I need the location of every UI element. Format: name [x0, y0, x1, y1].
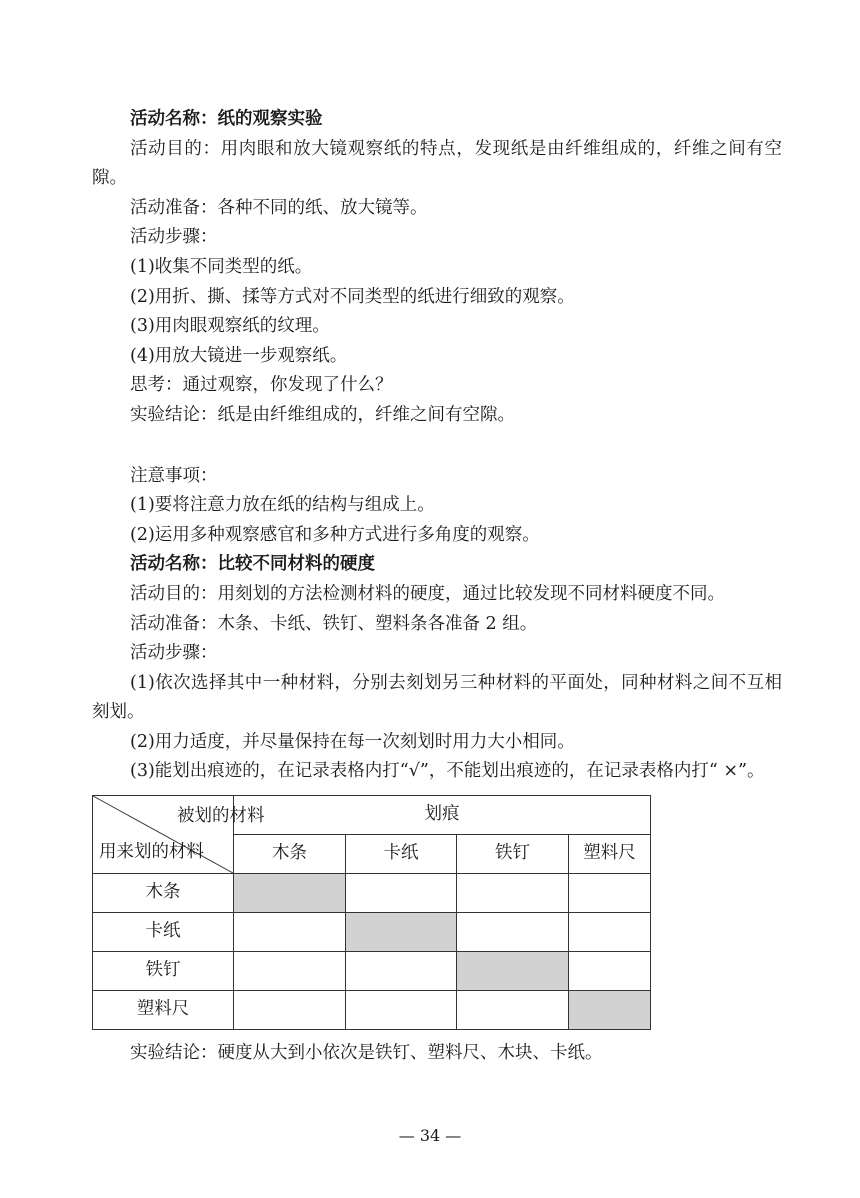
diagonal-header-top: 被划的材料 [177, 806, 265, 827]
table-cell-shaded [569, 991, 651, 1030]
activity1-step: (4)用放大镜进一步观察纸。 [130, 345, 348, 366]
table-row [93, 913, 651, 952]
activity2-purpose: 活动目的：用刻划的方法检测材料的硬度，通过比较发现不同材料硬度不同。 [130, 583, 725, 604]
activity1-name: 活动名称：纸的观察实验 [130, 109, 323, 129]
activity2-steps-title: 活动步骤： [130, 643, 218, 664]
activity1-think: 思考：通过观察，你发现了什么？ [130, 375, 393, 396]
table-cell [457, 913, 569, 952]
activity2-step: (1)依次选择其中一种材料，分别去刻划另三种材料的平面处，同种材料之间不互相刻划。 [92, 672, 782, 723]
column-header: 木条 [234, 835, 346, 874]
activity1-steps-title: 活动步骤： [130, 227, 218, 248]
column-header: 铁钉 [457, 835, 569, 874]
activity2-step: (3)能划出痕迹的，在记录表格内打“√”，不能划出痕迹的，在记录表格内打“ ×”。 [130, 761, 765, 782]
table-cell [346, 991, 457, 1030]
table-cell [346, 874, 457, 913]
activity1-conclusion: 实验结论：纸是由纤维组成的，纤维之间有空隙。 [130, 404, 515, 425]
page-number: — 34 — [398, 1126, 462, 1145]
table-row [93, 952, 651, 991]
notes-title: 注意事项： [130, 465, 218, 486]
activity2-step: (2)用力适度，并尽量保持在每一次刻划时用力大小相同。 [130, 731, 575, 752]
activity2-name: 活动名称：比较不同材料的硬度 [130, 554, 375, 575]
group-header-cell: 划痕 [234, 796, 651, 835]
table-cell [346, 952, 457, 991]
column-header: 塑料尺 [569, 835, 651, 874]
table-row [93, 874, 651, 913]
table-header-row [93, 796, 651, 835]
record-table [92, 795, 651, 1030]
table-cell [457, 991, 569, 1030]
table-cell [234, 952, 346, 991]
page-content [92, 105, 782, 1069]
column-header: 卡纸 [346, 835, 457, 874]
row-header: 卡纸 [93, 913, 234, 952]
activity1-purpose: 活动目的：用肉眼和放大镜观察纸的特点，发现纸是由纤维组成的，纤维之间有空隙。 [92, 138, 782, 189]
table-cell [569, 952, 651, 991]
activity2-preparation: 活动准备：木条、卡纸、铁钉、塑料条各准备 2 组。 [130, 613, 538, 634]
table-cell-shaded [457, 952, 569, 991]
table-row [93, 991, 651, 1030]
activity1-step: (3)用肉眼观察纸的纹理。 [130, 316, 330, 337]
notes-item: (1)要将注意力放在纸的结构与组成上。 [130, 495, 435, 516]
table-cell [457, 874, 569, 913]
section-gap [92, 431, 782, 462]
row-header: 塑料尺 [93, 991, 234, 1030]
table-cell [569, 913, 651, 952]
activity1-step: (2)用折、撕、揉等方式对不同类型的纸进行细致的观察。 [130, 286, 575, 307]
diagonal-header-cell [93, 796, 265, 874]
table-cell [569, 874, 651, 913]
row-header: 铁钉 [93, 952, 234, 991]
activity1-step: (1)收集不同类型的纸。 [130, 256, 313, 277]
diagonal-header-bottom: 用来划的材料 [99, 842, 204, 863]
table-cell-shaded [234, 874, 346, 913]
row-header: 木条 [93, 874, 234, 913]
table-cell-shaded [346, 913, 457, 952]
table-cell [234, 991, 346, 1030]
table-cell [234, 913, 346, 952]
notes-item: (2)运用多种观察感官和多种方式进行多角度的观察。 [130, 524, 540, 545]
activity1-preparation: 活动准备：各种不同的纸、放大镜等。 [130, 197, 428, 218]
activity2-conclusion: 实验结论：硬度从大到小依次是铁钉、塑料尺、木块、卡纸。 [130, 1043, 603, 1064]
